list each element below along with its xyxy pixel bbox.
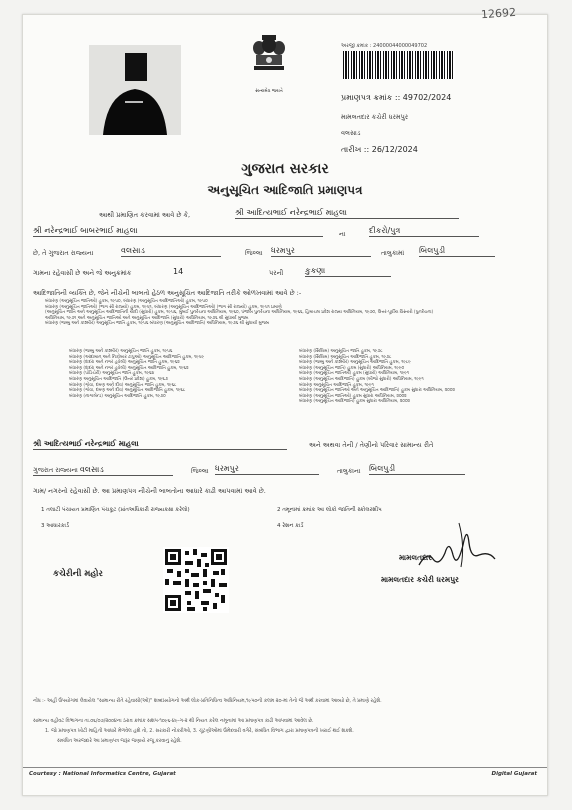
- family-text: અને અથવા તેની / તેણીનો પરિવાર સામાન્ય રીતે: [309, 441, 434, 449]
- taluka-label: તાલુકામાં: [381, 249, 405, 257]
- issuing-district: વલસાડ: [341, 129, 361, 137]
- caste-label: પરની: [269, 269, 284, 277]
- state-district: વલસાડ: [121, 246, 221, 257]
- intro-text: આથી પ્રમાણિત કરવામાં આવે છે કે,: [99, 211, 191, 219]
- village: બિલપુડી: [419, 246, 495, 257]
- issue-date: તારીખ :: 26/12/2024: [341, 145, 418, 154]
- state-emblem-icon: [249, 33, 289, 89]
- document-title: ગુજરાત સરકાર: [241, 161, 329, 177]
- order-item: બંધારણ (જમ્મુ અને કાશ્મીર) અનુસૂચિત જાતિ હુકમ, ૧૯૫૬: [69, 349, 173, 354]
- application-number: અરજી ક્રમાંક : 24000044000049702: [341, 43, 428, 49]
- order-item: બંધારણ અનુસૂચિત આદિજાતિ (ઉત્તર પ્રદેશ) હુકમ, ૧૯૬૭: [69, 376, 168, 382]
- basis-item: 4 રેશન કાર્ડ: [277, 523, 304, 529]
- order-item: બંધારણ (દાદરા અને નગર હવેલી) અનુસૂચિત જાતિ હુકમ, ૧૯૬૨: [69, 360, 180, 366]
- note-submission: સંબંધિત અરજદારે આ પ્રમાણપત્ર જરૂર જણાયે રજૂ કરવાનું રહેશે.: [57, 739, 182, 744]
- order-item: બંધારણ (દાદરા અને નગર હવેલી) અનુસૂચિત આદિજાતિ હુકમ, ૧૯૬૨: [69, 365, 189, 371]
- footer-divider: [23, 767, 547, 768]
- resident-taluka-label: તાલુકાના: [337, 467, 361, 475]
- resident-district: વલસાડ: [79, 465, 104, 474]
- certificate-page: [22, 5, 548, 796]
- relation: દીકરો/પુત્ર: [369, 226, 479, 237]
- order-item: બંધારણ (અનુસૂચિત જાતિઓ) હુકમ, ૧૯૫૦, બંધારણ (અનુસૂચિત આદિજાતિઓ) હુકમ, ૧૯૫૦: [45, 299, 208, 304]
- barcode: [343, 51, 455, 79]
- order-item: બંધારણ (નાગાલેન્ડ) અનુસૂચિત આદિજાતિ હુકમ, ૧૯૭૦: [69, 393, 166, 399]
- emblem-caption: સત્યમેવ જયતે: [255, 89, 283, 94]
- basis-item: 1 તલાટી પંચાયત પ્રમાણિત પંચકૂટ (પ્રાંતઅધિકારી રાજ્યકક્ષા કરેલો): [41, 507, 190, 513]
- na-label: ના: [339, 230, 346, 238]
- office-seal-label: કચેરીની મહોર: [53, 569, 103, 579]
- resident-district-label: જિલ્લા: [191, 467, 209, 475]
- basis-item: 3 આધારકાર્ડ: [41, 523, 69, 529]
- district-label: જિલ્લા: [245, 249, 263, 257]
- order-item: બંધારણ (અનુસૂચિત આદિજાતિ) હુકમ (બીજો સુધારો) અધિનિયમ, ૧૯૯૧: [299, 376, 424, 382]
- order-item: બંધારણ (આંદામાન અને નિકોબાર ટાપુઓ) અનુસૂચિત આદિજાતિ હુકમ, ૧૯૫૯: [69, 354, 205, 360]
- holder-name: શ્રી આદિત્યભાઈ નરેન્દ્રભાઈ માહલા: [235, 208, 459, 219]
- resident-state: ગુજરાત રાજ્યના: [33, 466, 78, 474]
- orders-list-left: [69, 349, 279, 399]
- certificate-number: પ્રમાણપત્ર ક્રમાંક :: 49702/2024: [341, 93, 452, 102]
- applicant-photo: [89, 45, 181, 135]
- caste-name: કુકણા: [305, 266, 391, 277]
- order-item: બંધારણ (જમ્મુ અને કાશ્મીર) અનુસૂચિત આદિજાતિ હુકમ, ૧૯૮૯: [299, 360, 411, 366]
- signature-icon: [399, 515, 509, 575]
- note-definition: નોંધ :- અહીં ઉપયોગમાં લેવાયેલ "સામાન્ય રીતે રહેવાસી(ઓ)" શબ્દપ્રયોગનો અર્થ લોક-પ્રતિનિધિત્વ અધિનિયમ,૧૯૫૦ની કલમ ૨૦-માં તેનો જે અર્થ કરવામાં આવ્યો છે, તે પ્રમાણે રહેશે.: [33, 699, 382, 704]
- village-line: ગામ/ નગરનો રહેવાસી છે. આ પ્રમાણપત્ર નીચેની બાબતોના આધારે કાઢી આપવામાં આવે છે.: [33, 487, 266, 495]
- signatory-title: મામલતદાર: [399, 553, 432, 562]
- state-line: છે, તે ગુજરાત રાજ્યના: [33, 249, 94, 257]
- order-item: બંધારણ (અનુસૂચિત જાતિ) હુકમ (સુધારો) અધિનિયમ, ૧૯૯૦: [299, 365, 405, 371]
- qr-code: [163, 547, 229, 613]
- order-item: બંધારણ (પોંડિચેરી) અનુસૂચિત જાતિ હુકમ, ૧૯૬૪: [69, 371, 155, 377]
- resident-state-label: [33, 465, 173, 476]
- document-subtitle: અનુસૂચિત આદિજાતિ પ્રમાણપત્ર: [207, 183, 363, 197]
- note-verification: 1. જો પ્રમાણપત્ર ખોટી માહિતી આધારે મેળવેલ હશે તો, 2. સરકારી નોકરીઓ, 3. ચૂંટણીઓમાં ઉમેદવારી વગેરે, સંબંધિત વિભાગ દ્વારા પ્રમાણપત્રની ખરાઈ થઈ શકશે.: [45, 729, 354, 734]
- basis-item: 2 તમૂનામાં ક્રમાંક આ લોકો જાતિની સ્કોલરશીપ: [277, 507, 382, 513]
- order-item: બંધારણ (ગોવા, દમણ અને દીવ) અનુસૂચિત આદિજાતિ હુકમ, ૧૯૬૮: [69, 388, 186, 394]
- resident-village: બિલપુડી: [369, 464, 465, 475]
- orders-list-right: [299, 349, 539, 405]
- holder-name-bold: શ્રી આદિત્યભાઈ નરેન્દ્રભાઈ માહલા: [33, 439, 287, 450]
- order-item: બંધારણ (ગોવા, દમણ અને દીવ) અનુસૂચિત જાતિ હુકમ, ૧૯૬૮: [69, 382, 177, 388]
- footer-brand: Digital Gujarat: [491, 771, 537, 777]
- parent-name: શ્રી નરેન્દ્રભાઈ બાબરભાઈ માહલા: [33, 226, 323, 237]
- order-item: બંધારણ અનુસૂચિત આદિજાતિ હુકમ, ૧૯૯૧: [299, 382, 374, 388]
- qr-code-icon: [163, 547, 229, 613]
- order-item: બંધારણ (સિક્કિમ) અનુસૂચિત જાતિ હુકમ, ૧૯૭૮: [299, 349, 383, 354]
- order-item: બંધારણ (સિક્કિમ) અનુસૂચિત આદિજાતિ હુકમ, ૧૯૭૮: [299, 354, 392, 360]
- order-item: (અનુસૂચિત જાતિ અને અનુસૂચિત આદિજાતિની યાદી (સુધારો) હુકમ, ૧૯૫૬, મુંબઈ પુનર્રચના અધિનિયમ, ૧૯૬૦, પંજાબ પુનર્રચના અધિનિયમ, ૧૯૬૬, હિમાચલ પ્રદેશ રાજ્ય અધિનિયમ, ૧૯૭૦, ઉત્તર-પૂર્વીય વિસ્તારો (પુનર્રચના): [45, 310, 434, 316]
- signature: [399, 515, 509, 575]
- corner-number: 12692: [480, 5, 517, 22]
- order-item: બંધારણ (અનુસૂચિત જાતિઓ) હુકમ સુધારા અધિનિયમ, ૨૦૦૨: [299, 393, 407, 399]
- order-item: બંધારણ (જમ્મુ અને કાશ્મીર) અનુસૂચિત જાતિ હુકમ, ૧૯૫૬ બંધારણ (અનુસૂચિત આદિજાતિ) અધિનિયમ, ૧૯૭૬ થી સુધાર્યા મુજબ: [45, 321, 270, 327]
- order-item: બંધારણ (અનુસૂચિત જાતિઓ) હુકમ (સુધારો) અધિનિયમ, ૧૯૯૧: [299, 371, 410, 377]
- note-resolution: સામાન્ય વહીવટ વિભાગના તા.૦૬/૦૭/૨૦૦૪ના ઠરાવ ક્રમાંક સશપ-૧૦૯૬-૪૯-ગ-૨ થી નિયત કરેલ નમૂનામાં આ પ્રમાણપત્ર કાઢી આપવામાં આવેલ છે.: [33, 719, 314, 724]
- taluka: ધરમપુર: [271, 246, 371, 257]
- order-item: બંધારણ (અનુસૂચિત આદિજાતિ) હુકમ સુધારા અધિનિયમ, ૨૦૦૨: [299, 399, 410, 405]
- order-item: અધિનિયમ, ૧૯૭૧ અને અનુસૂચિત જાતિઓ અને અનુસૂચિત આદિજાતિ (સુધારો) અધિનિયમ, ૧૯૭૬ થી સુધાર્યા મુજબ: [45, 315, 249, 321]
- signatory-office: મામલતદાર કચેરી ધરમપુર: [381, 575, 459, 584]
- order-item: બંધારણ (અનુસૂચિત જાતિઓ અને અનુસૂચિત આદિજાતિ) હુકમ સુધારા અધિનિયમ, ૨૦૦૨: [299, 388, 455, 394]
- order-item: બંધારણ (અનુસૂચિત જાતિઓ) (ભાગ સી રાજ્યો) હુકમ, ૧૯૫૧, બંધારણ (અનુસૂચિત આદિજાતિઓ) (ભાગ સી રાજ્યો) હુકમ, ૧૯૫૧ પ્રમાણે: [45, 304, 282, 310]
- serial-label: ગામના રહેવાસી છે અને જે અનુક્રમાંક: [33, 269, 132, 277]
- resident-taluka: ધરમપુર: [215, 464, 319, 475]
- issuing-office: મામલતદાર કચેરી ધરમપુર: [341, 113, 409, 121]
- orders-list-full: [45, 299, 539, 327]
- tribe-statement: આદિજાતિની વ્યક્તિ છે, જેને નીચેની બાબતો હેઠળ અનુસૂચિત આદિજાતિ તરીકે ઓળખવામાં આવે છે :-: [33, 289, 302, 297]
- serial-number: 14: [173, 267, 184, 276]
- footer-courtesy: Courtesy : National Informatics Centre, Gujarat: [29, 771, 176, 777]
